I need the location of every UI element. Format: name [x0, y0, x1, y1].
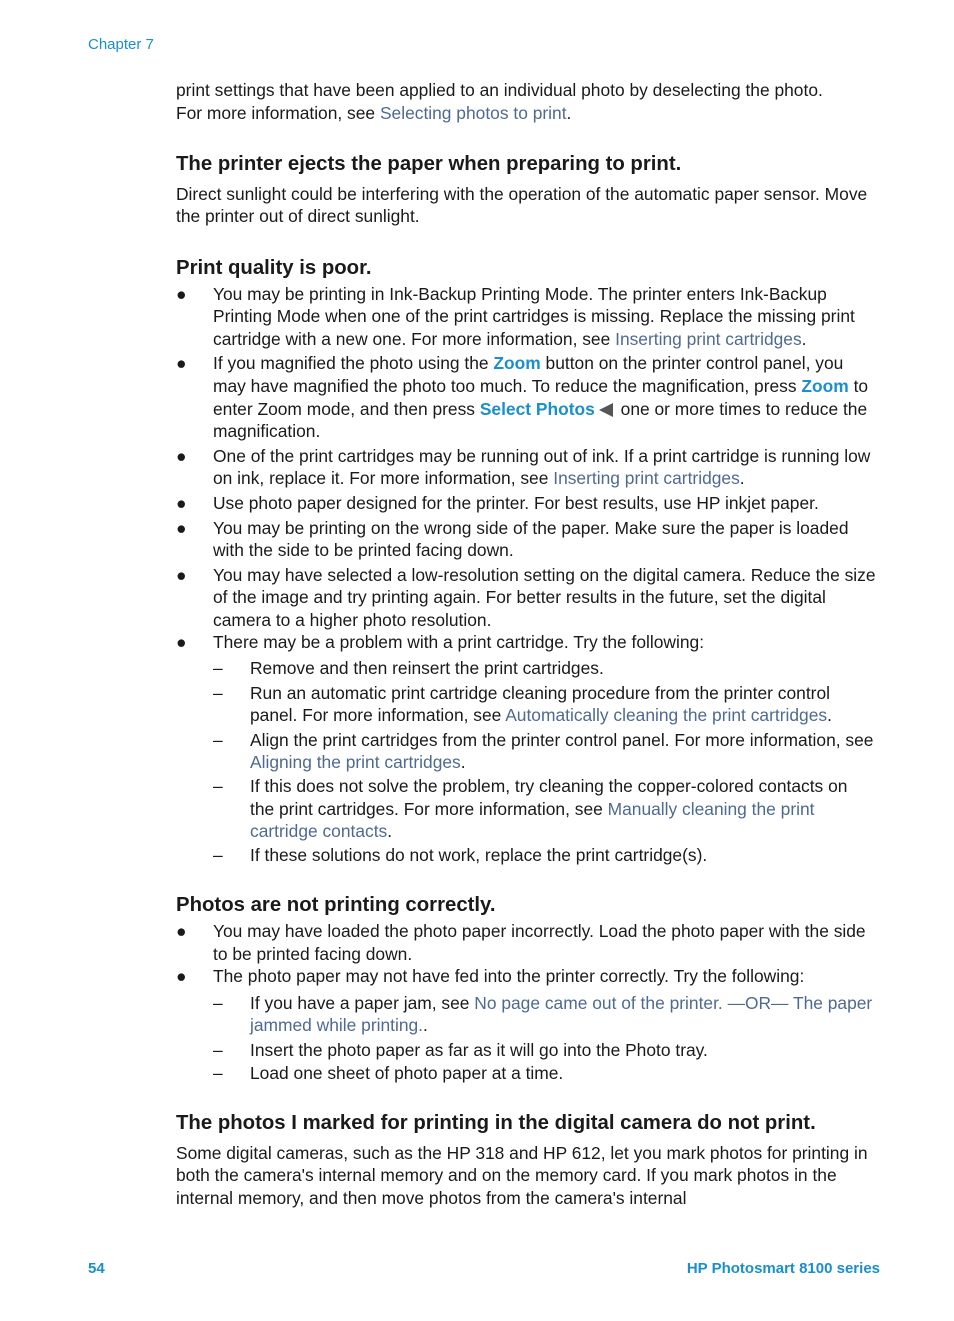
section-heading-quality: Print quality is poor.: [176, 256, 372, 279]
footer-title: HP Photosmart 8100 series: [686, 1260, 880, 1277]
zoom-keyword: Zoom: [493, 353, 541, 374]
bullet-icon: ●: [176, 283, 187, 304]
bullet-icon: ●: [176, 966, 187, 987]
dash-marker: –: [213, 658, 223, 679]
auto-cleaning-link[interactable]: Automatically cleaning the print cartridges: [505, 705, 828, 726]
list-item: ● If you magnified the photo using the Zoom button on the printer control panel, you may have magnified the photo too much. To reduce the magnification, press Zoom to enter Zoom mode, and then press Select Photos one or more times to reduce the magnification.: [176, 353, 869, 442]
select-photos-keyword: Select Photos: [479, 398, 595, 419]
list-item: ● You may have selected a low-resolution setting on the digital camera. Reduce the size of the image and try printing again. For better results in the future, set the digital camera to a higher photo resolution.: [176, 564, 876, 630]
list-item: ● You may be printing in Ink-Backup Printing Mode. The printer enters Ink-Backup Printing Mode when one of the print cartridges is missing. Replace the missing print cartridge with a new one. For more information, see Inserting print cartridges.: [176, 283, 855, 349]
dash-marker: –: [213, 682, 223, 703]
bullet-icon: ●: [176, 353, 187, 374]
sub-list-item: – If these solutions do not work, replace the print cartridge(s).: [213, 844, 708, 865]
dash-marker: –: [213, 844, 223, 865]
list-item: ● Use photo paper designed for the printer. For best results, use HP inkjet paper.: [176, 492, 819, 513]
intro-line2-prefix: For more information, see: [176, 102, 380, 123]
intro-paragraph: print settings that have been applied to an individual photo by deselecting the photo. For more information, see Selecting photos to print.: [176, 80, 823, 123]
zoom-keyword: Zoom: [801, 375, 849, 396]
manual-cleaning-link[interactable]: Manually cleaning the print cartridge contacts: [250, 798, 815, 842]
page-body: [176, 79, 876, 1210]
list-item: ● The photo paper may not have fed into the printer correctly. Try the following:: [176, 966, 805, 987]
bullet-icon: ●: [176, 564, 187, 585]
bullet-icon: ●: [176, 492, 187, 513]
bullet-icon: ●: [176, 517, 187, 538]
section-body-camera: Some digital cameras, such as the HP 318 and HP 612, let you mark photos for printing in both the camera's internal memory and on the memory card. If you mark photos in the internal memory, and then move photos from the camera's internal: [176, 1142, 868, 1208]
dash-marker: –: [213, 776, 223, 797]
sub-list-item: – If this does not solve the problem, try cleaning the copper-colored contacts on the print cartridges. For more information, see Manually cleaning the print cartridge contacts.: [213, 776, 848, 842]
left-arrow-icon: [599, 403, 613, 417]
list-item: ● There may be a problem with a print cartridge. Try the following:: [176, 632, 705, 653]
dash-marker: –: [213, 1062, 223, 1083]
inserting-cartridges-link[interactable]: Inserting print cartridges: [553, 468, 740, 489]
selecting-photos-link[interactable]: Selecting photos to print: [379, 102, 567, 123]
sub-list-item: – Run an automatic print cartridge cleaning procedure from the printer control panel. For more information, see Automatically cleaning the print cartridges.: [213, 682, 832, 726]
list-item: ● You may be printing on the wrong side of the paper. Make sure the paper is loaded with the side to be printed facing down.: [176, 517, 849, 561]
section-heading-ejects: The printer ejects the paper when preparing to print.: [176, 153, 682, 176]
sub-list-item: – Remove and then reinsert the print cartridges.: [213, 658, 604, 679]
section-body-ejects: Direct sunlight could be interfering with the operation of the automatic paper sensor. Move the printer out of direct sunlight.: [176, 183, 868, 227]
list-item: ● You may have loaded the photo paper incorrectly. Load the photo paper with the side to be printed facing down.: [176, 921, 866, 964]
chapter-header: Chapter 7: [88, 36, 154, 53]
section-heading-camera: The photos I marked for printing in the digital camera do not print.: [176, 1112, 816, 1135]
sub-list-item: – Load one sheet of photo paper at a time.: [213, 1062, 564, 1083]
dash-marker: –: [213, 992, 223, 1013]
dash-marker: –: [213, 729, 223, 750]
dash-marker: –: [213, 1039, 223, 1060]
aligning-cartridges-link[interactable]: Aligning the print cartridges: [250, 752, 461, 773]
intro-line1: print settings that have been applied to an individual photo by deselecting the photo.: [176, 80, 823, 100]
sub-list-item: – Insert the photo paper as far as it will go into the Photo tray.: [213, 1039, 708, 1060]
page-number: 54: [88, 1260, 105, 1277]
sub-list-item: – If you have a paper jam, see No page came out of the printer. —OR— The paper jammed while printing..: [213, 992, 873, 1036]
paper-jam-link[interactable]: No page came out of the printer. —OR— The paper jammed while printing.: [250, 992, 873, 1036]
bullet-icon: ●: [176, 445, 187, 466]
inserting-cartridges-link[interactable]: Inserting print cartridges: [615, 328, 802, 349]
bullet-icon: ●: [176, 632, 187, 653]
list-item: ● One of the print cartridges may be running out of ink. If a print cartridge is running low on ink, replace it. For more information, see Inserting print cartridges.: [176, 445, 871, 489]
sub-list-item: – Align the print cartridges from the printer control panel. For more information, see Aligning the print cartridges.: [213, 729, 874, 773]
section-heading-photos: Photos are not printing correctly.: [176, 894, 496, 917]
bullet-icon: ●: [176, 921, 187, 941]
